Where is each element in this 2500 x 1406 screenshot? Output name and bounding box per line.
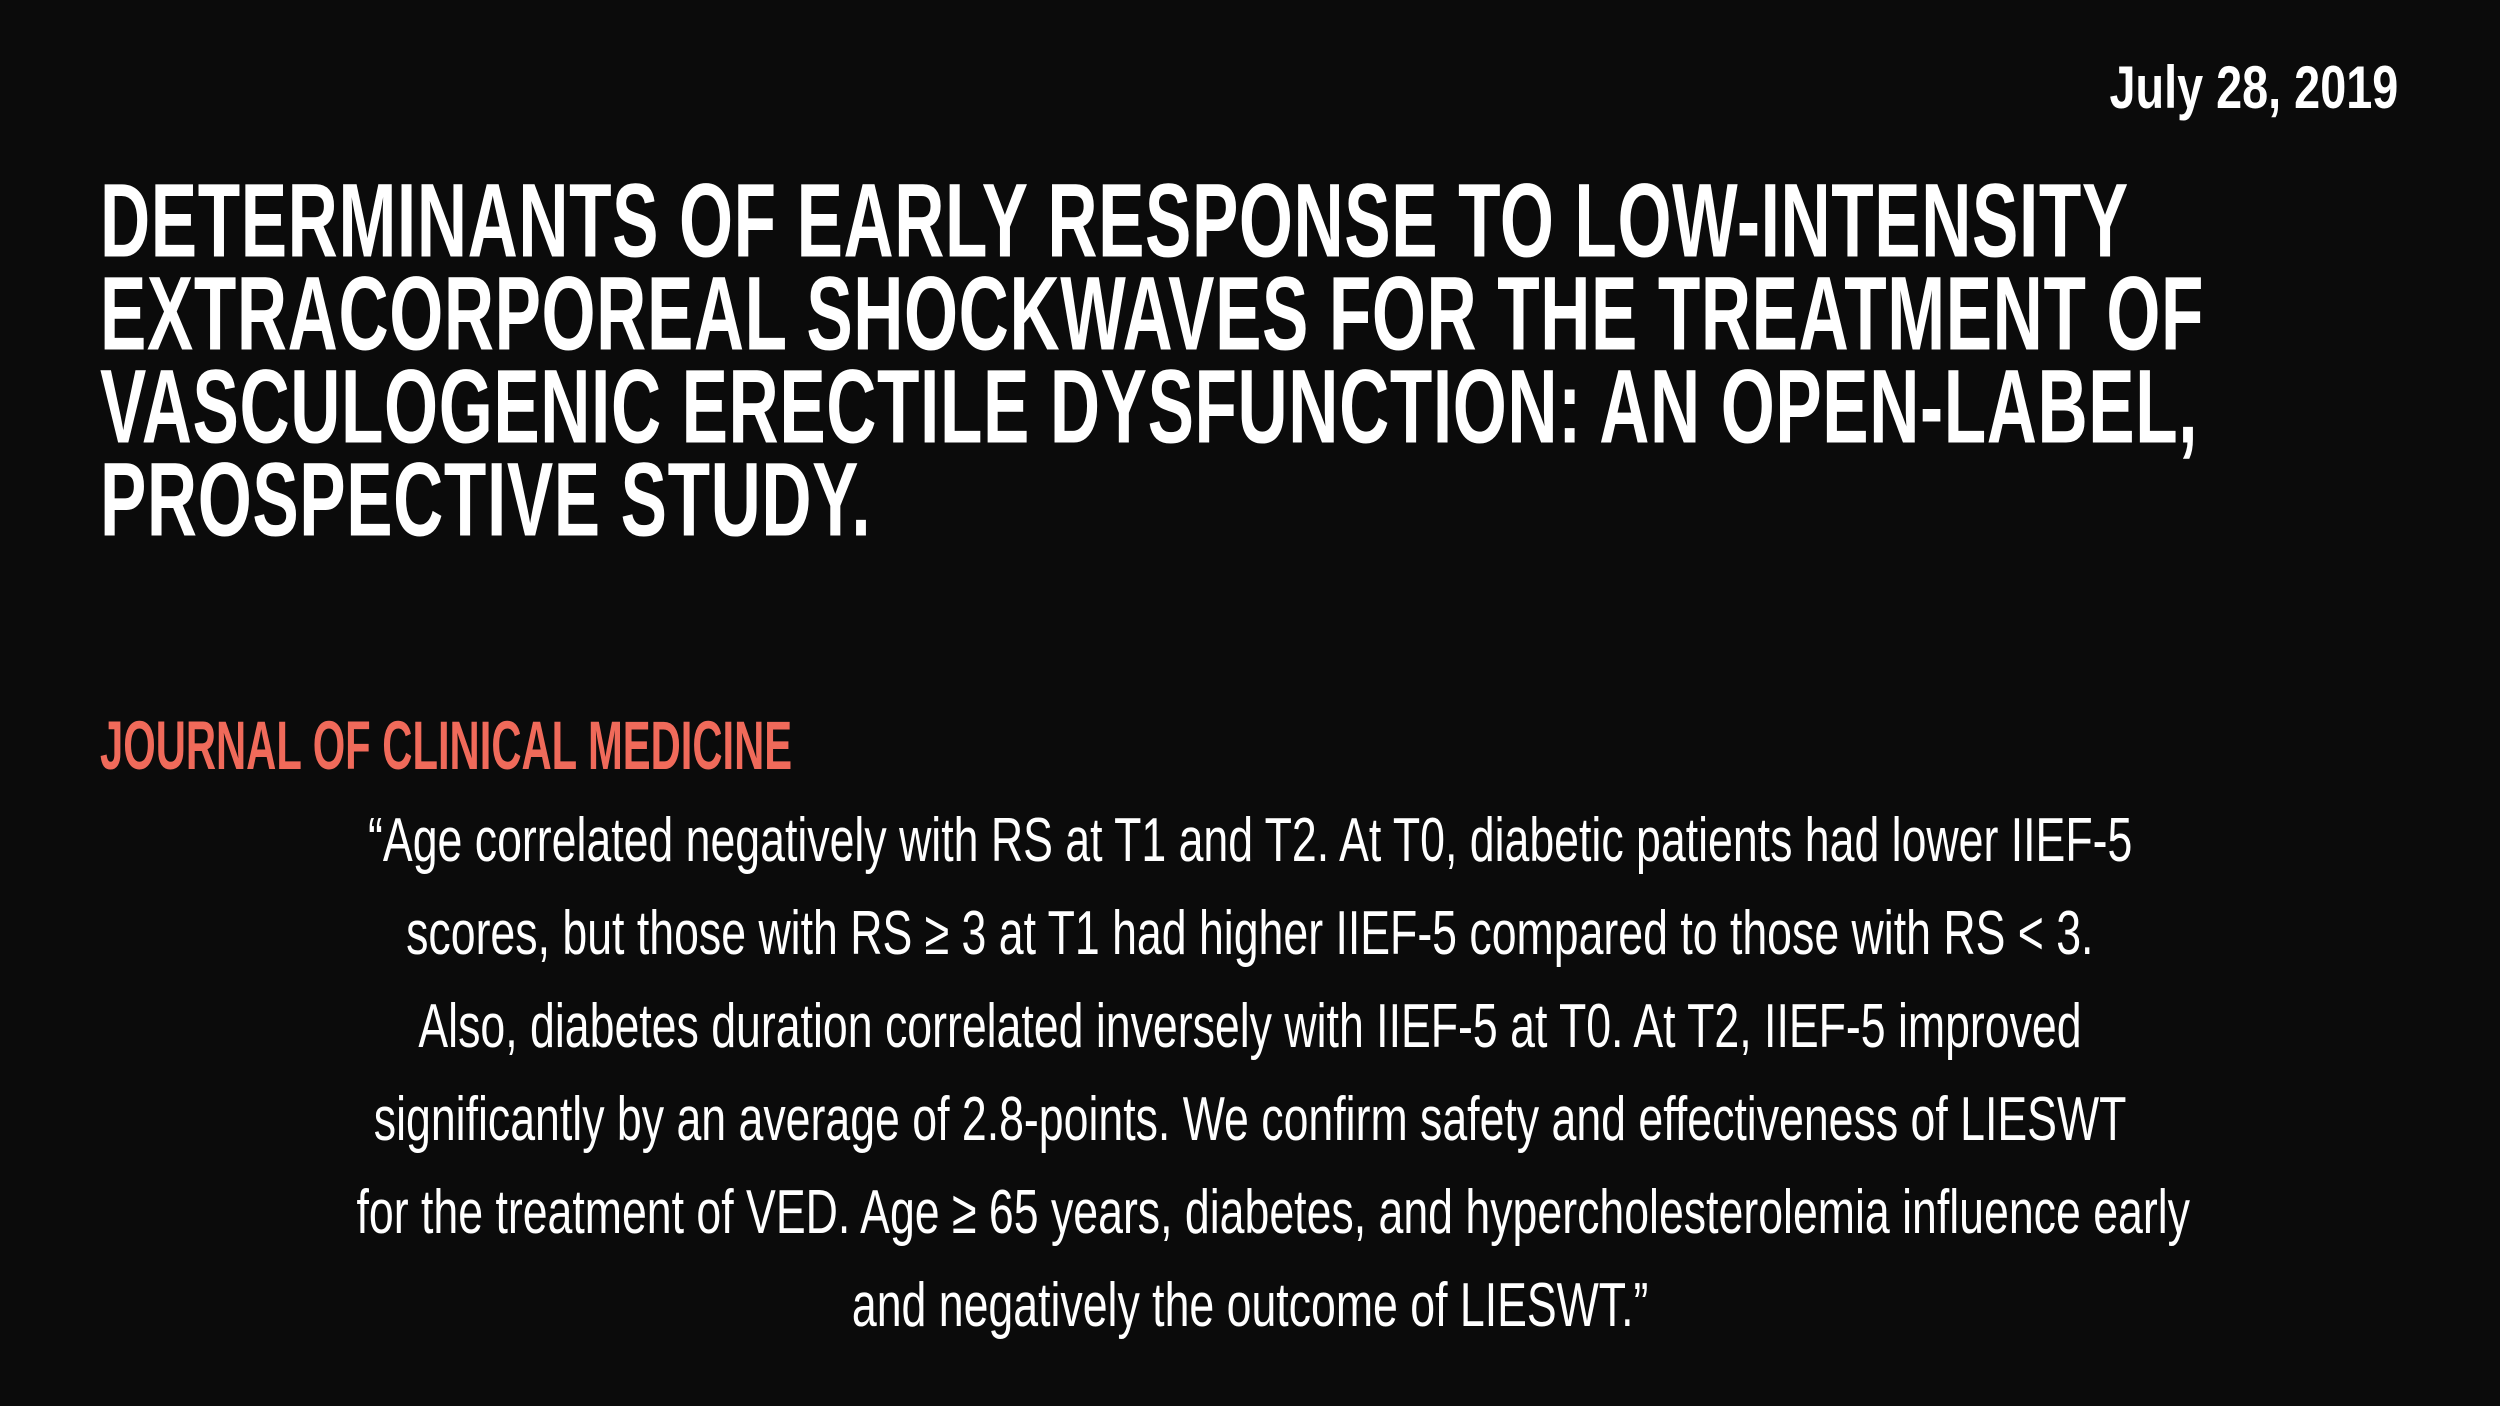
quote-line-3-text: Also, diabetes duration correlated inversely with IIEF-5 at T0. At T2, IIEF-5 improved	[418, 992, 2082, 1061]
quote-line-4-text: significantly by an average of 2.8-points. We confirm safety and effectiveness of LIESWT	[373, 1085, 2127, 1154]
title-line-1: DETERMINANTS OF EARLY RESPONSE TO LOW-INTENSITY	[100, 161, 2129, 279]
title-line-4: PROSPECTIVE STUDY.	[100, 440, 872, 558]
journal-name: JOURNAL OF CLINICAL MEDICINE	[100, 708, 793, 785]
quote-line-2-text: scores, but those with RS ≥ 3 at T1 had higher IIEF-5 compared to those with RS < 3.	[406, 899, 2094, 968]
quote-line-3	[0, 992, 2500, 1061]
title-line-2: EXTRACORPOREAL SHOCKWAVES FOR THE TREATMENT OF	[100, 254, 2205, 372]
title-line-3: VASCULOGENIC ERECTILE DYSFUNCTION: AN OPEN-LABEL,	[100, 347, 2199, 465]
date-label: July 28, 2019	[2109, 54, 2398, 121]
quote-line-1	[0, 806, 2500, 875]
quote-line-4	[0, 1085, 2500, 1154]
quote-line-2	[0, 899, 2500, 968]
quote-line-6	[0, 1271, 2500, 1340]
quote-line-6-text: and negatively the outcome of LIESWT.”	[851, 1271, 1649, 1340]
quote-line-1-text: “Age correlated negatively with RS at T1 and T2. At T0, diabetic patients had lower IIEF-5	[367, 806, 2133, 875]
quote-line-5	[0, 1178, 2500, 1247]
quote-line-5-text: for the treatment of VED. Age ≥ 65 years, diabetes, and hypercholesterolemia influence early	[356, 1178, 2190, 1247]
